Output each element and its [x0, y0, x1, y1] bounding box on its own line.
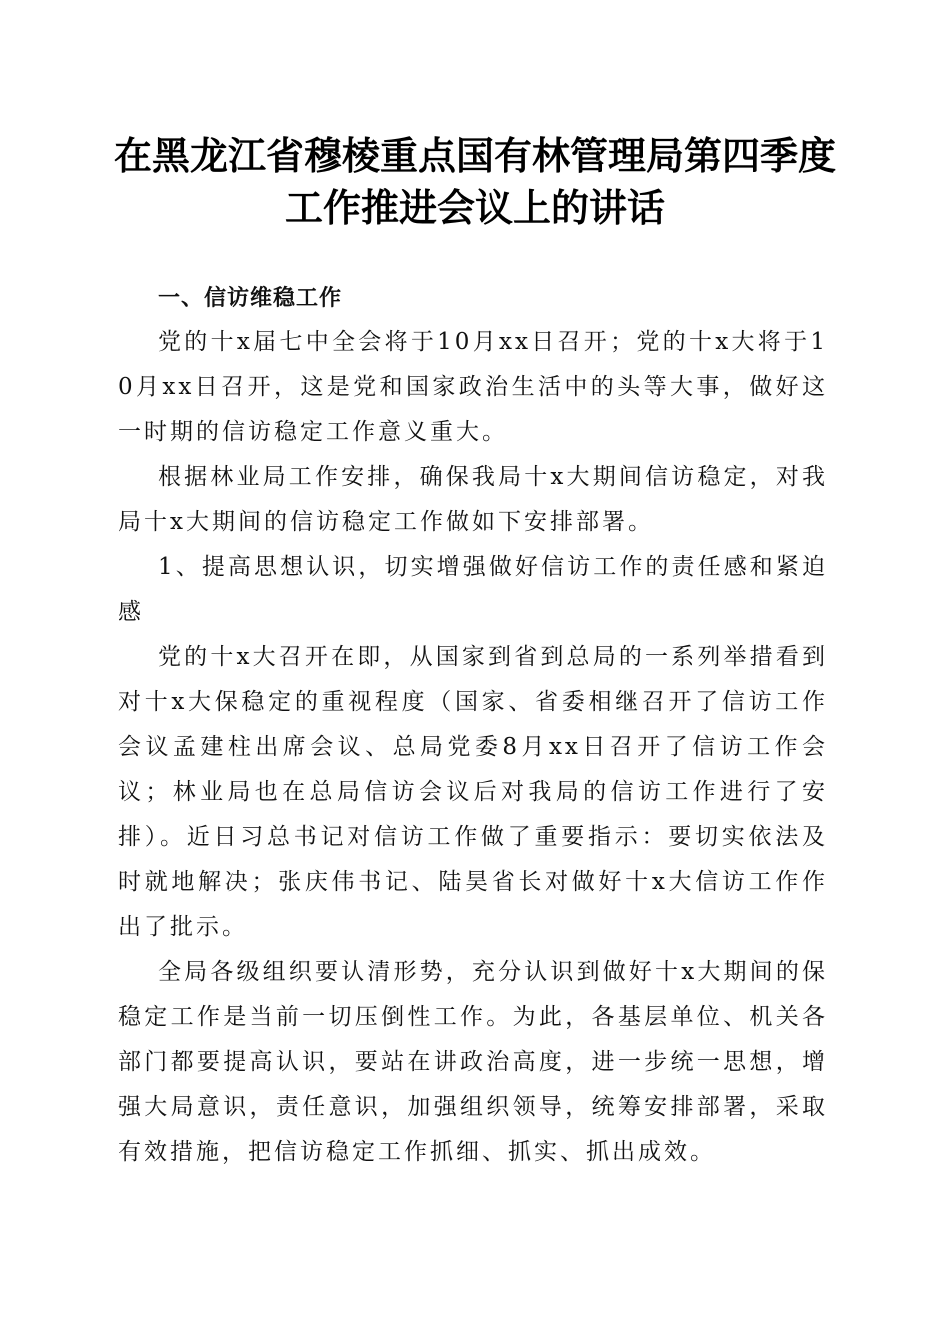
- document-title: 在黑龙江省穆棱重点国有林管理局第四季度工作推进会议上的讲话: [113, 133, 836, 230]
- section-heading: 一、信访维稳工作: [158, 286, 343, 311]
- document-body: [118, 278, 828, 1175]
- paragraph: 党的十x届七中全会将于10月xx日召开；党的十x大将于10月xx日召开，这是党和国家政治生活中的头等大事，做好这一时期的信访稳定工作意义重大。: [118, 329, 828, 445]
- paragraph: 全局各级组织要认清形势，充分认识到做好十x大期间的保稳定工作是当前一切压倒性工作。为此，各基层单位、机关各部门都要提高认识，要站在讲政治高度，进一步统一思想，增强大局意识，责任意识，加强组织领导，统筹安排部署，采取有效措施，把信访稳定工作抓细、抓实、抓出成效。: [118, 959, 828, 1165]
- subheading-paragraph: 1、提高思想认识，切实增强做好信访工作的责任感和紧迫感: [118, 554, 828, 625]
- paragraph: 根据林业局工作安排，确保我局十x大期间信访稳定，对我局十x大期间的信访稳定工作做如下安排部署。: [118, 464, 828, 535]
- paragraph: 党的十x大召开在即，从国家到省到总局的一系列举措看到对十x大保稳定的重视程度（国家、省委相继召开了信访工作会议孟建柱出席会议、总局党委8月xx日召开了信访工作会议；林业局也在总局信访会议后对我局的信访工作进行了安排）。近日习总书记对信访工作做了重要指示：要切实依法及时就地解决；张庆伟书记、陆昊省长对做好十x大信访工作作出了批示。: [118, 644, 828, 940]
